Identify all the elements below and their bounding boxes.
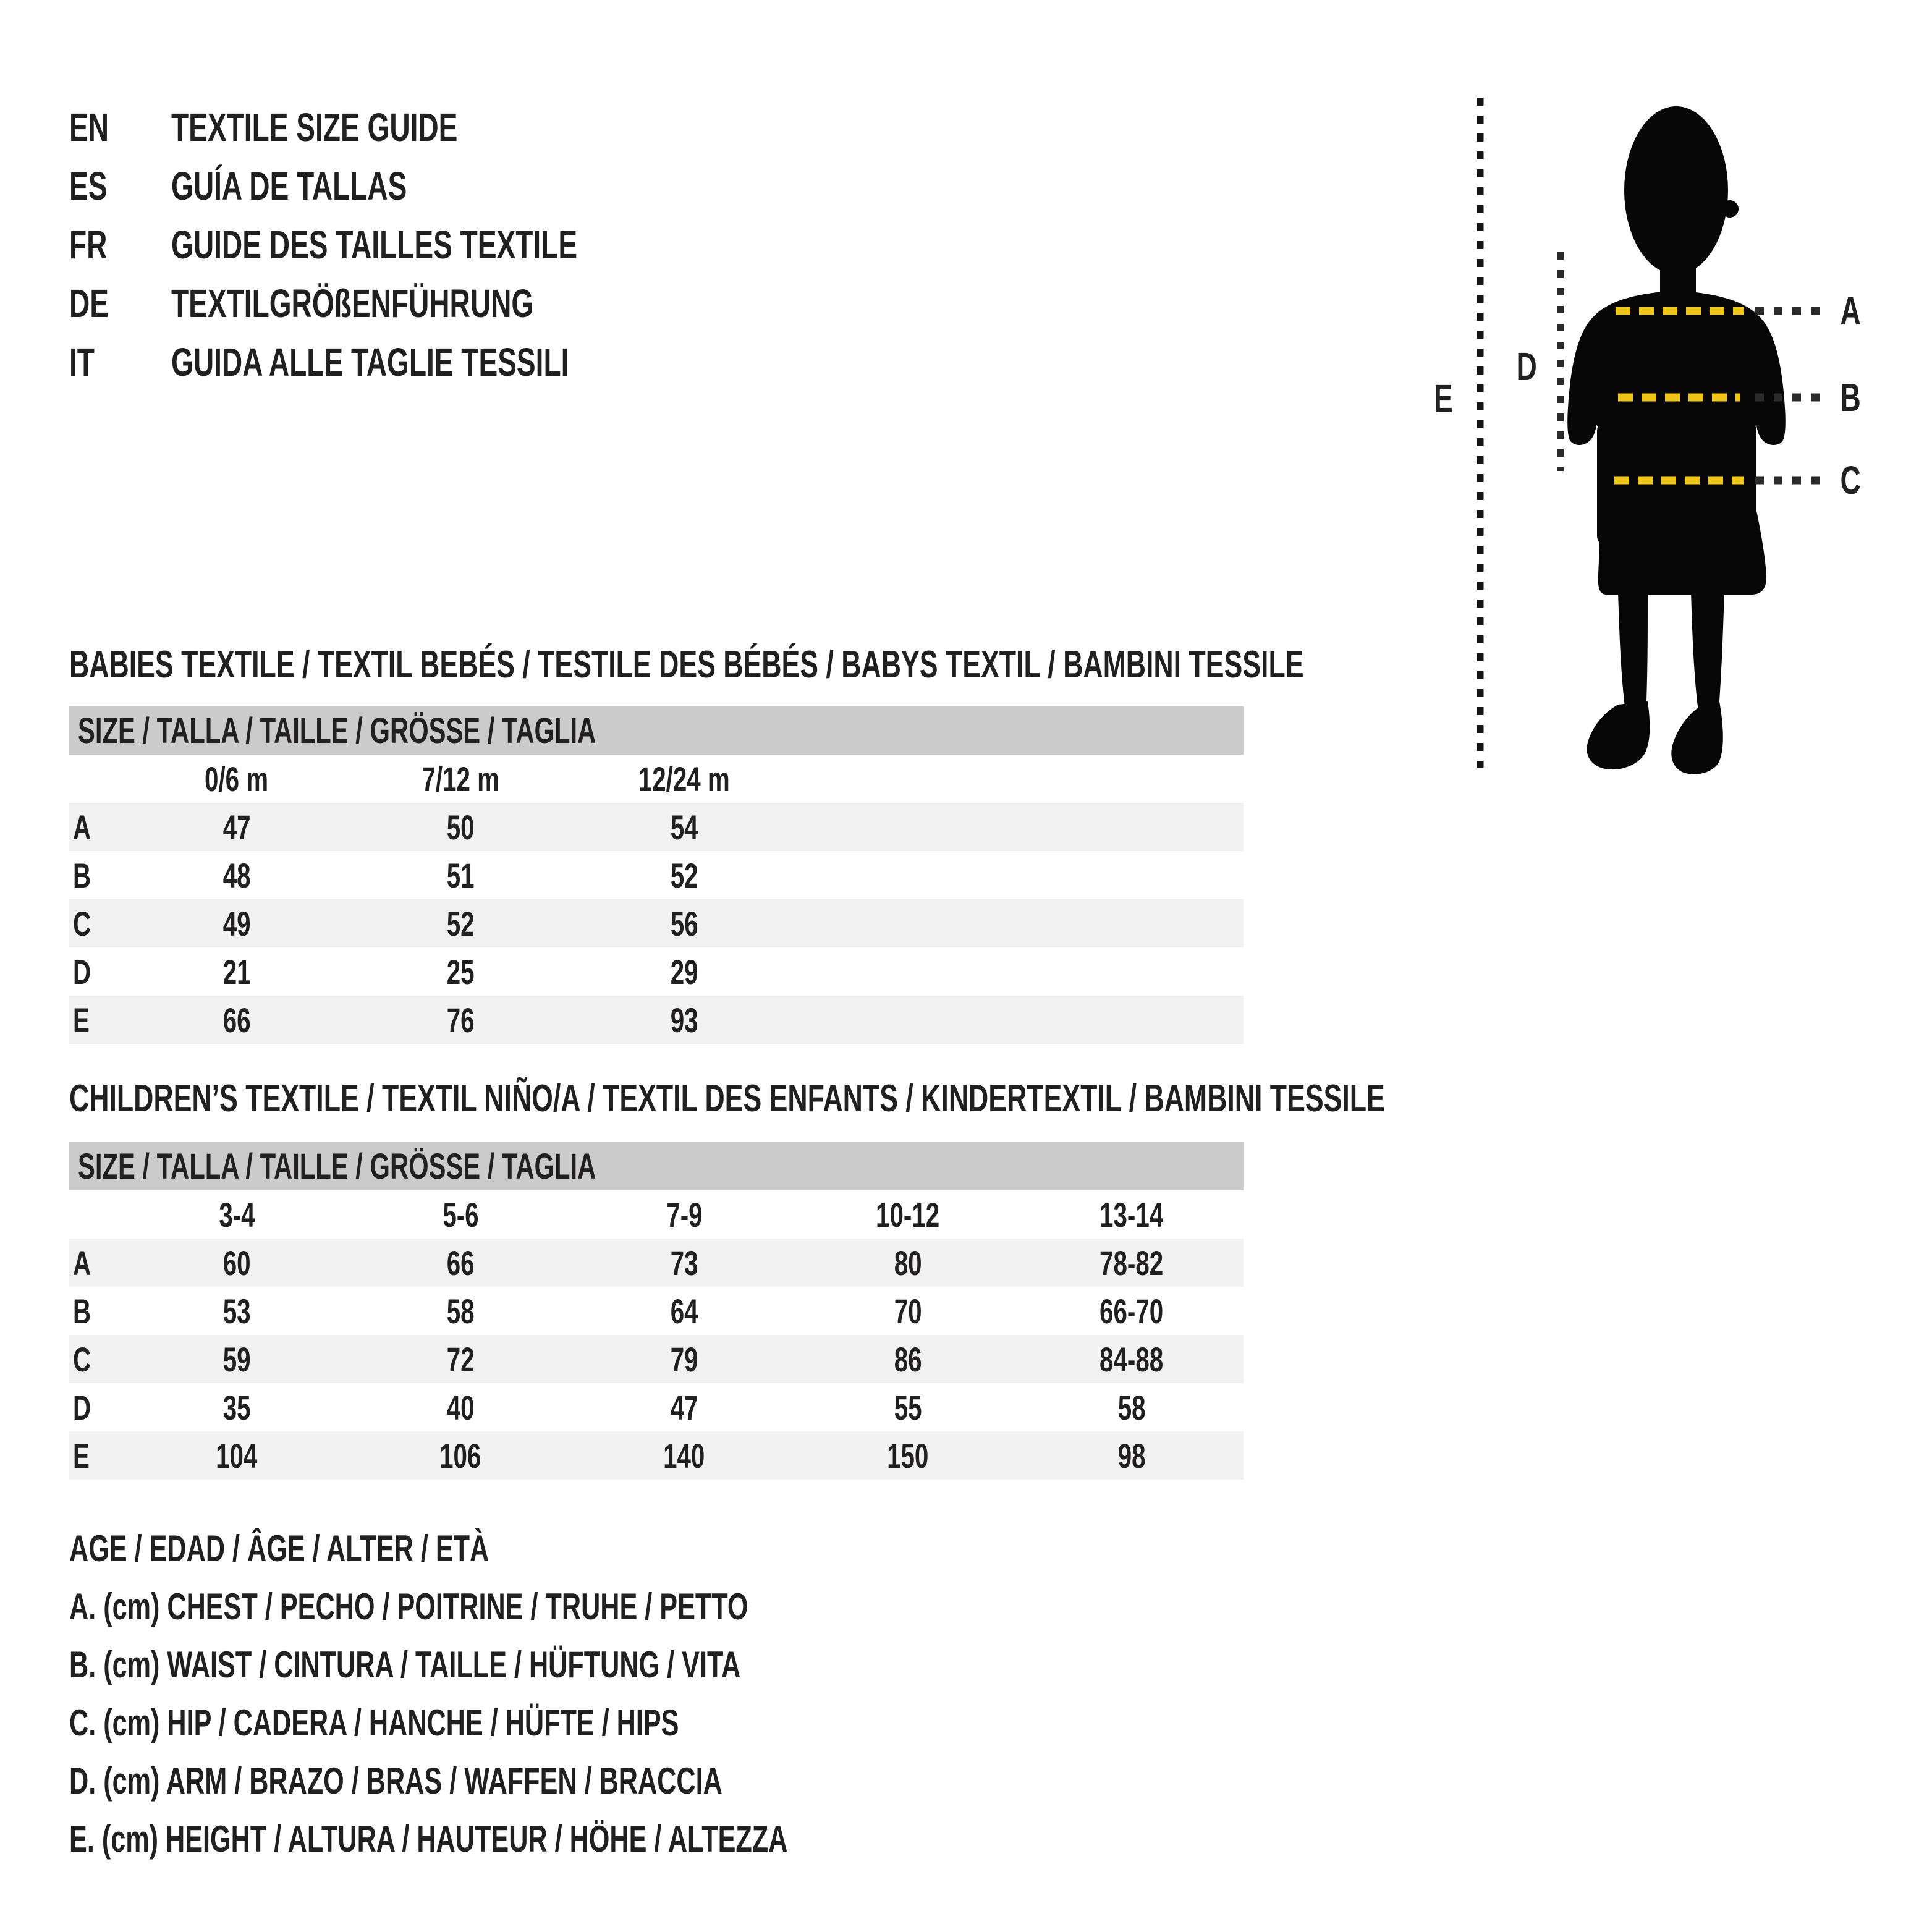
legend-waist: B. (cm) WAIST / CINTURA / TAILLE / HÜFTUNG / VITA (69, 1643, 741, 1685)
table-row (69, 1383, 1244, 1431)
size-cell: 54 (670, 807, 698, 847)
table-row (69, 947, 1244, 996)
measure-label-a: A (1840, 289, 1861, 333)
table-row (69, 1431, 1244, 1480)
size-cell: 70 (894, 1291, 922, 1331)
size-cell: 150 (887, 1436, 929, 1475)
row-label: E (73, 1000, 90, 1040)
language-row (69, 98, 735, 156)
row-label: D (73, 1388, 91, 1427)
measure-label-b: B (1840, 375, 1861, 420)
row-label: B (73, 855, 91, 895)
size-cell: 66 (446, 1243, 475, 1282)
size-header-band (69, 706, 1244, 755)
column-header-row (69, 755, 1244, 803)
size-cell: 84-88 (1099, 1339, 1164, 1379)
size-cell: 73 (670, 1243, 698, 1282)
size-cell: 106 (439, 1436, 481, 1475)
size-cell: 66 (222, 1000, 251, 1040)
legend-hip: C. (cm) HIP / CADERA / HANCHE / HÜFTE / HIPS (69, 1701, 679, 1743)
table-row (69, 899, 1244, 947)
size-cell: 60 (222, 1243, 251, 1282)
size-cell: 66-70 (1099, 1291, 1164, 1331)
column-header: 7-9 (666, 1195, 703, 1234)
size-cell: 48 (222, 855, 251, 895)
language-code: EN (69, 104, 109, 150)
size-cell: 47 (222, 807, 251, 847)
table-row (69, 851, 1244, 899)
row-label: B (73, 1291, 91, 1331)
size-cell: 52 (670, 855, 698, 895)
column-header: 7/12 m (422, 759, 499, 799)
language-title: TEXTILGRÖßENFÜHRUNG (171, 281, 534, 326)
size-cell: 78-82 (1099, 1243, 1164, 1282)
column-header: 13-14 (1099, 1195, 1164, 1234)
language-row (69, 215, 735, 274)
language-row (69, 333, 735, 391)
column-header: 3-4 (218, 1195, 255, 1234)
language-list (69, 98, 735, 391)
table-row (69, 996, 1244, 1044)
row-label: C (73, 904, 91, 943)
size-cell: 29 (670, 952, 698, 991)
children-size-table (69, 1142, 1244, 1480)
language-title: GUIDA ALLE TAGLIE TESSILI (171, 339, 569, 384)
size-cell: 21 (222, 952, 251, 991)
language-title: GUÍA DE TALLAS (171, 163, 407, 208)
measure-label-d: D (1516, 344, 1537, 389)
children-section-title: CHILDREN’S TEXTILE / TEXTIL NIÑO/A / TEXTIL DES ENFANTS / KINDERTEXTIL / BAMBINI TESSILE (69, 1077, 1385, 1120)
size-cell: 80 (894, 1243, 922, 1282)
size-cell: 140 (663, 1436, 705, 1475)
size-cell: 104 (216, 1436, 258, 1475)
size-header-text: SIZE / TALLA / TAILLE / GRÖSSE / TAGLIA (78, 1146, 596, 1187)
column-header: 0/6 m (205, 759, 269, 799)
language-title: GUIDE DES TAILLES TEXTILE (171, 222, 578, 267)
size-cell: 47 (670, 1388, 698, 1427)
legend-age: AGE / EDAD / ÂGE / ALTER / ETÀ (69, 1527, 489, 1569)
size-cell: 76 (446, 1000, 475, 1040)
size-cell: 25 (446, 952, 475, 991)
column-header: 10-12 (876, 1195, 940, 1234)
size-cell: 50 (446, 807, 475, 847)
size-cell: 93 (670, 1000, 698, 1040)
size-cell: 58 (446, 1291, 475, 1331)
column-header-row (69, 1190, 1244, 1239)
size-cell: 51 (446, 855, 475, 895)
row-label: A (73, 1243, 91, 1282)
size-cell: 53 (222, 1291, 251, 1331)
language-code: IT (69, 339, 95, 384)
table-row (69, 803, 1244, 851)
size-cell: 72 (446, 1339, 475, 1379)
size-header-text: SIZE / TALLA / TAILLE / GRÖSSE / TAGLIA (78, 710, 596, 751)
size-cell: 56 (670, 904, 698, 943)
table-row (69, 1335, 1244, 1383)
measure-label-c: C (1840, 458, 1861, 502)
babies-size-table (69, 706, 1244, 1044)
size-cell: 64 (670, 1291, 698, 1331)
measurement-legend (69, 1519, 1067, 1868)
size-cell: 40 (446, 1388, 475, 1427)
language-row (69, 274, 735, 333)
babies-section-title: BABIES TEXTILE / TEXTIL BEBÉS / TESTILE DES BÉBÉS / BABYS TEXTIL / BAMBINI TESSILE (69, 643, 1304, 686)
column-header: 5-6 (442, 1195, 479, 1234)
language-title: TEXTILE SIZE GUIDE (171, 104, 458, 150)
size-cell: 58 (1117, 1388, 1146, 1427)
size-cell: 79 (670, 1339, 698, 1379)
size-cell: 59 (222, 1339, 251, 1379)
language-code: FR (69, 222, 108, 267)
size-cell: 35 (222, 1388, 251, 1427)
legend-arm: D. (cm) ARM / BRAZO / BRAS / WAFFEN / BRACCIA (69, 1760, 722, 1802)
size-cell: 49 (222, 904, 251, 943)
column-header: 12/24 m (638, 759, 730, 799)
size-cell: 86 (894, 1339, 922, 1379)
language-code: DE (69, 281, 109, 326)
row-label: C (73, 1339, 91, 1379)
row-label: E (73, 1436, 90, 1475)
language-row (69, 156, 735, 215)
size-header-band (69, 1142, 1244, 1190)
size-cell: 52 (446, 904, 475, 943)
row-label: D (73, 952, 91, 991)
legend-height: E. (cm) HEIGHT / ALTURA / HAUTEUR / HÖHE / ALTEZZA (69, 1818, 788, 1860)
table-row (69, 1287, 1244, 1335)
size-cell: 98 (1117, 1436, 1146, 1475)
size-cell: 55 (894, 1388, 922, 1427)
language-code: ES (69, 163, 108, 208)
row-label: A (73, 807, 91, 847)
table-row (69, 1239, 1244, 1287)
legend-chest: A. (cm) CHEST / PECHO / POITRINE / TRUHE / PETTO (69, 1585, 748, 1627)
measure-label-e: E (1433, 376, 1453, 421)
